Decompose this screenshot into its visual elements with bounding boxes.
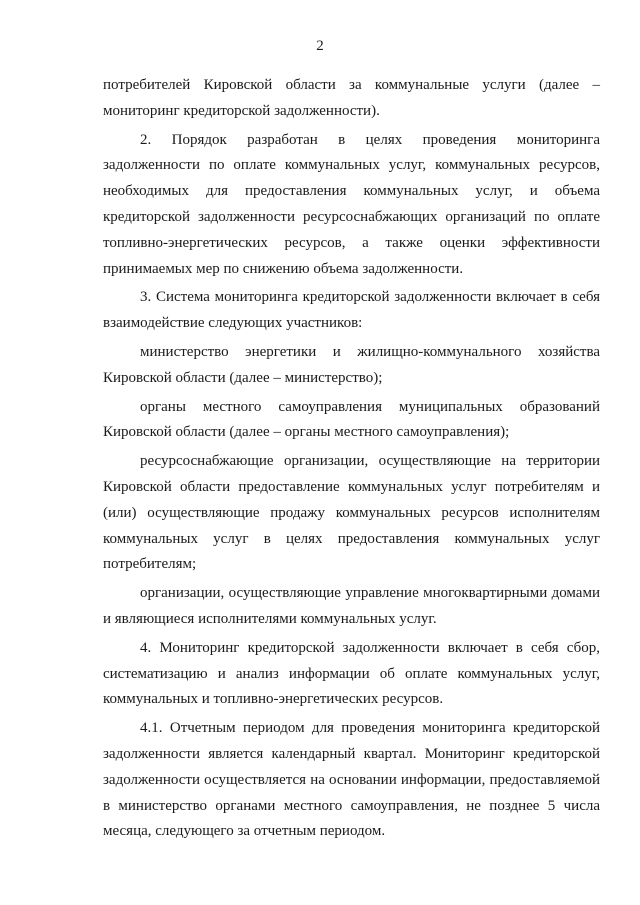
paragraph-4-1: 4.1. Отчетным периодом для проведения мониторинга кредиторской задолженности является календарный квартал. Мониторинг кредиторской задолженности осуществляется на основании информации, предоставляемой в министерство органами местного самоуправления, не позднее 5 числа месяца, следующего за отчетным периодом. bbox=[103, 720, 600, 840]
participant-resource-suppliers: ресурсоснабжающие организации, осуществляющие на территории Кировской области предоставление коммунальных услуг потребителям и (или) осуществляющие продажу коммунальных ресурсов исполнителям коммунальных услуг в целях предоставления коммунальных услуг потребителям; bbox=[103, 453, 600, 573]
participant-local-government: органы местного самоуправления муниципальных образований Кировской области (далее – органы местного самоуправления); bbox=[103, 398, 600, 441]
paragraph-3: 3. Система мониторинга кредиторской задолженности включает в себя взаимодействие следующих участников: bbox=[103, 289, 600, 332]
paragraph-2: 2. Порядок разработан в целях проведения мониторинга задолженности по оплате коммунальных услуг, коммунальных ресурсов, необходимых для предоставления коммунальных услуг, и объема кредиторской задолженности ресурсоснабжающих организаций по оплате топливно-энергетических ресурсов, а также оценки эффективности принимаемых мер по снижению объема задолженности. bbox=[103, 131, 600, 277]
participant-management-organizations: организации, осуществляющие управление многоквартирными домами и являющиеся исполнителями коммунальных услуг. bbox=[103, 585, 600, 627]
participant-ministry: министерство энергетики и жилищно-коммунального хозяйства Кировской области (далее – министерство); bbox=[103, 343, 600, 386]
document-body bbox=[103, 73, 600, 848]
page-number: 2 bbox=[316, 38, 324, 54]
paragraph-continuation: потребителей Кировской области за коммунальные услуги (далее – мониторинг кредиторской задолженности). bbox=[103, 77, 600, 119]
paragraph-4: 4. Мониторинг кредиторской задолженности включает в себя сбор, систематизацию и анализ информации об оплате коммунальных услуг, коммунальных и топливно-энергетических ресурсов. bbox=[103, 639, 600, 708]
